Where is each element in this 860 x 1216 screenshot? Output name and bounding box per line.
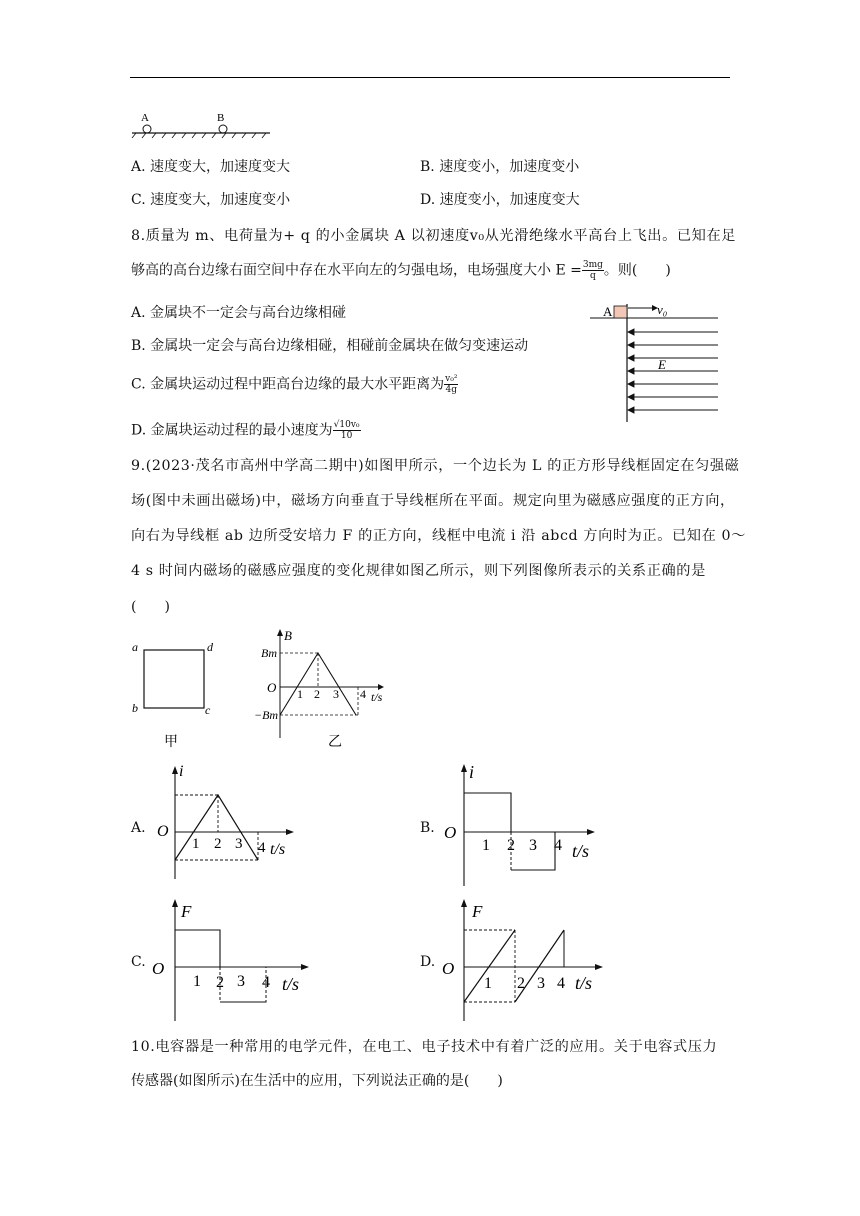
svg-text:3: 3 bbox=[333, 687, 339, 701]
q9-option-a-label: A. bbox=[131, 820, 146, 836]
svg-text:2: 2 bbox=[214, 836, 222, 852]
svg-text:4: 4 bbox=[554, 837, 562, 854]
svg-text:O: O bbox=[442, 959, 455, 978]
q7-option-a: A. 速度变大，加速度变大 bbox=[131, 159, 291, 175]
svg-text:甲: 甲 bbox=[164, 735, 178, 750]
q8-block bbox=[614, 306, 627, 318]
q8-option-d: D. 金属块运动过程的最小速度为 $\frac{\text{√10v₀}}{10}$ bbox=[131, 420, 360, 441]
svg-text:2: 2 bbox=[517, 975, 525, 992]
q9-option-b-graph bbox=[437, 760, 602, 888]
svg-text:i: i bbox=[469, 762, 475, 782]
svg-text:3: 3 bbox=[237, 973, 245, 990]
svg-text:F: F bbox=[181, 902, 192, 921]
wire-frame bbox=[144, 650, 204, 708]
q7-ball-b bbox=[219, 125, 227, 133]
q8-option-c: C. 金属块运动过程中距高台边缘的最大水平距离为 $\frac{\text{v₀²}}{4g}$ bbox=[131, 374, 458, 395]
q9-stem-line4: 4 s 时间内磁场的磁感应强度的变化规律如图乙所示，则下列图像所表示的关系正确的是 bbox=[131, 563, 706, 579]
q8-field-lines bbox=[628, 329, 718, 413]
svg-text:t/s: t/s bbox=[371, 690, 383, 704]
q7-option-b: B. 速度变小，加速度变小 bbox=[420, 159, 580, 175]
q9-fig-jia bbox=[128, 636, 223, 752]
q8-stem-line2: 够高的高台边缘右面空间中存在水平向左的匀强电场，电场强度大小 E = $\frac{3mg}{q}$ 。则( ) bbox=[131, 260, 671, 281]
svg-text:O: O bbox=[267, 680, 277, 695]
svg-text:a: a bbox=[132, 640, 138, 654]
q7-option-c: C. 速度变大，加速度变小 bbox=[131, 192, 291, 208]
q8-v0-label: v₀ bbox=[657, 302, 668, 317]
q9-option-a-graph bbox=[148, 762, 298, 882]
svg-text:1: 1 bbox=[297, 687, 303, 701]
svg-text:4: 4 bbox=[360, 687, 366, 701]
q10-stem-line1: 10.电容器是一种常用的电学元件，在电工、电子技术中有着广泛的应用。关于电容式压力 bbox=[131, 1039, 718, 1055]
q7-label-b: B bbox=[217, 112, 225, 124]
svg-text:1: 1 bbox=[484, 975, 492, 992]
svg-text:t/s: t/s bbox=[575, 973, 593, 993]
svg-text:2: 2 bbox=[314, 687, 320, 701]
svg-text:d: d bbox=[207, 640, 213, 654]
q8-figure bbox=[590, 300, 725, 425]
q8-stem-line1: 8.质量为 m、电荷量为+ q 的小金属块 A 以初速度v₀从光滑绝缘水平高台上飞出。已知在足 bbox=[131, 228, 737, 244]
svg-text:c: c bbox=[205, 703, 211, 717]
q9-stem-line5: ( ) bbox=[131, 599, 170, 615]
svg-text:3: 3 bbox=[529, 837, 537, 854]
svg-text:−Bm: −Bm bbox=[254, 708, 279, 722]
header-rule bbox=[130, 77, 730, 78]
q7-figure bbox=[130, 110, 275, 140]
q9-option-d-graph bbox=[437, 893, 612, 1023]
svg-text:t/s: t/s bbox=[572, 841, 590, 861]
svg-text:4: 4 bbox=[557, 975, 565, 992]
q9-option-b-label: B. bbox=[420, 820, 435, 836]
svg-text:Bm: Bm bbox=[261, 646, 277, 660]
svg-text:O: O bbox=[444, 823, 457, 842]
svg-text:b: b bbox=[132, 701, 138, 715]
q9-fig-yi bbox=[250, 626, 400, 752]
q7-label-a: A bbox=[141, 112, 149, 124]
svg-text:4: 4 bbox=[258, 840, 266, 856]
svg-text:B: B bbox=[284, 628, 292, 643]
q9-option-c-graph bbox=[148, 893, 318, 1023]
q8-option-a: A. 金属块不一定会与高台边缘相碰 bbox=[131, 305, 347, 321]
q7-option-d: D. 速度变小，加速度变大 bbox=[420, 192, 580, 208]
svg-text:1: 1 bbox=[193, 973, 201, 990]
q9-stem-line3: 向右为导线框 ab 边所受安培力 F 的正方向，线框中电流 i 沿 abcd 方向时为正。已知在 0～ bbox=[131, 528, 746, 544]
svg-text:i: i bbox=[179, 763, 184, 780]
svg-text:乙: 乙 bbox=[328, 735, 342, 750]
svg-text:t/s: t/s bbox=[270, 841, 286, 858]
q9-stem-line2: 场(图中未画出磁场)中，磁场方向垂直于导线框所在平面。规定向里为磁感应强度的正方向， bbox=[131, 493, 735, 509]
q8-e-label: E bbox=[658, 357, 666, 372]
svg-text:2: 2 bbox=[507, 837, 515, 854]
q9-option-d-label: D. bbox=[420, 954, 436, 970]
q7-ball-a bbox=[143, 125, 151, 133]
svg-text:1: 1 bbox=[482, 837, 490, 854]
q9-stem-line1: 9.(2023·茂名市高州中学高二期中)如图甲所示，一个边长为 L 的正方形导线框固定在匀强磁 bbox=[131, 458, 740, 474]
svg-text:1: 1 bbox=[192, 836, 200, 852]
q8-block-label: A bbox=[603, 304, 613, 319]
svg-text:2: 2 bbox=[216, 974, 224, 991]
svg-text:3: 3 bbox=[537, 975, 545, 992]
q8-option-b: B. 金属块一定会与高台边缘相碰，相碰前金属块在做匀变速运动 bbox=[131, 338, 529, 354]
svg-text:4: 4 bbox=[262, 974, 270, 991]
q10-stem-line2: 传感器(如图所示)在生活中的应用，下列说法正确的是( ) bbox=[131, 1073, 503, 1089]
svg-text:t/s: t/s bbox=[282, 974, 300, 994]
q9-option-c-label: C. bbox=[131, 954, 146, 970]
svg-text:3: 3 bbox=[235, 836, 243, 852]
svg-text:F: F bbox=[472, 902, 483, 921]
svg-text:O: O bbox=[152, 959, 165, 978]
svg-text:O: O bbox=[157, 823, 169, 840]
